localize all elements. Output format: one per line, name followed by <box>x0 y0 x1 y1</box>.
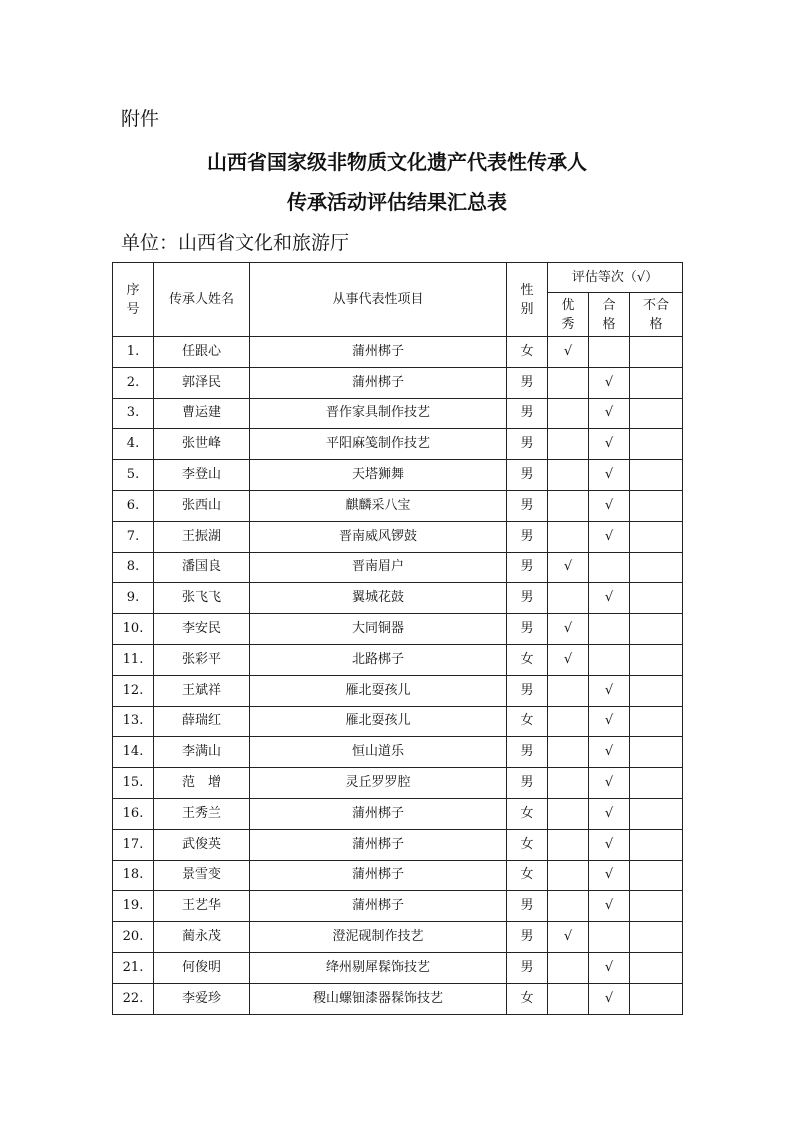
cell-fail <box>630 675 683 706</box>
table-row <box>113 398 683 429</box>
cell-seq: 20. <box>113 922 154 953</box>
cell-name: 武俊英 <box>154 829 250 860</box>
cell-gender: 男 <box>507 768 548 799</box>
table-row <box>113 490 683 521</box>
cell-project: 蒲州梆子 <box>250 337 507 368</box>
cell-project: 蒲州梆子 <box>250 367 507 398</box>
cell-pass: √ <box>589 737 630 768</box>
table-row <box>113 367 683 398</box>
cell-pass: √ <box>589 583 630 614</box>
cell-name: 李爱珍 <box>154 983 250 1014</box>
cell-gender: 女 <box>507 798 548 829</box>
cell-fail <box>630 952 683 983</box>
cell-excellent: √ <box>548 552 589 583</box>
cell-pass <box>589 614 630 645</box>
table-row <box>113 706 683 737</box>
cell-fail <box>630 429 683 460</box>
cell-seq: 6. <box>113 490 154 521</box>
cell-pass <box>589 922 630 953</box>
cell-gender: 男 <box>507 614 548 645</box>
cell-fail <box>630 337 683 368</box>
cell-project: 绛州剔犀髹饰技艺 <box>250 952 507 983</box>
cell-seq: 5. <box>113 460 154 491</box>
cell-fail <box>630 552 683 583</box>
cell-pass: √ <box>589 675 630 706</box>
cell-name: 郭泽民 <box>154 367 250 398</box>
cell-pass: √ <box>589 798 630 829</box>
cell-fail <box>630 398 683 429</box>
cell-name: 王艺华 <box>154 891 250 922</box>
cell-excellent <box>548 675 589 706</box>
results-table <box>112 262 683 1015</box>
cell-gender: 女 <box>507 829 548 860</box>
table-row <box>113 429 683 460</box>
cell-seq: 13. <box>113 706 154 737</box>
cell-gender: 男 <box>507 737 548 768</box>
cell-excellent <box>548 768 589 799</box>
cell-excellent <box>548 583 589 614</box>
cell-gender: 男 <box>507 675 548 706</box>
cell-name: 张西山 <box>154 490 250 521</box>
cell-gender: 男 <box>507 490 548 521</box>
cell-project: 麒麟采八宝 <box>250 490 507 521</box>
cell-name: 张彩平 <box>154 644 250 675</box>
cell-seq: 15. <box>113 768 154 799</box>
cell-seq: 17. <box>113 829 154 860</box>
cell-excellent <box>548 737 589 768</box>
cell-gender: 女 <box>507 983 548 1014</box>
cell-excellent <box>548 490 589 521</box>
cell-name: 李安民 <box>154 614 250 645</box>
cell-seq: 16. <box>113 798 154 829</box>
cell-fail <box>630 829 683 860</box>
cell-pass: √ <box>589 952 630 983</box>
table-row <box>113 922 683 953</box>
cell-name: 薛瑞红 <box>154 706 250 737</box>
table-row <box>113 521 683 552</box>
cell-gender: 女 <box>507 706 548 737</box>
cell-excellent: √ <box>548 922 589 953</box>
cell-project: 晋南眉户 <box>250 552 507 583</box>
cell-project: 蒲州梆子 <box>250 829 507 860</box>
cell-gender: 男 <box>507 398 548 429</box>
cell-name: 何俊明 <box>154 952 250 983</box>
cell-gender: 女 <box>507 644 548 675</box>
cell-fail <box>630 891 683 922</box>
cell-project: 大同铜器 <box>250 614 507 645</box>
cell-project: 稷山螺钿漆器髹饰技艺 <box>250 983 507 1014</box>
cell-project: 北路梆子 <box>250 644 507 675</box>
cell-fail <box>630 860 683 891</box>
cell-gender: 男 <box>507 460 548 491</box>
cell-pass: √ <box>589 768 630 799</box>
cell-seq: 11. <box>113 644 154 675</box>
table-row <box>113 644 683 675</box>
cell-seq: 14. <box>113 737 154 768</box>
cell-seq: 2. <box>113 367 154 398</box>
cell-excellent: √ <box>548 644 589 675</box>
cell-gender: 女 <box>507 860 548 891</box>
table-row <box>113 798 683 829</box>
header-excellent: 优秀 <box>548 293 589 337</box>
cell-gender: 男 <box>507 952 548 983</box>
cell-pass <box>589 644 630 675</box>
cell-fail <box>630 490 683 521</box>
cell-name: 王振湖 <box>154 521 250 552</box>
cell-gender: 男 <box>507 367 548 398</box>
cell-name: 蔺永茂 <box>154 922 250 953</box>
table-row <box>113 460 683 491</box>
table-row <box>113 829 683 860</box>
cell-project: 雁北耍孩儿 <box>250 675 507 706</box>
cell-fail <box>630 521 683 552</box>
cell-project: 翼城花鼓 <box>250 583 507 614</box>
cell-gender: 女 <box>507 337 548 368</box>
header-fail: 不合格 <box>630 293 683 337</box>
header-project: 从事代表性项目 <box>250 263 507 337</box>
cell-seq: 19. <box>113 891 154 922</box>
cell-project: 天塔狮舞 <box>250 460 507 491</box>
cell-project: 蒲州梆子 <box>250 860 507 891</box>
cell-gender: 男 <box>507 583 548 614</box>
cell-seq: 22. <box>113 983 154 1014</box>
cell-name: 范 增 <box>154 768 250 799</box>
cell-project: 平阳麻笺制作技艺 <box>250 429 507 460</box>
header-name: 传承人姓名 <box>154 263 250 337</box>
cell-pass: √ <box>589 398 630 429</box>
table-row <box>113 952 683 983</box>
cell-project: 恒山道乐 <box>250 737 507 768</box>
table-row <box>113 675 683 706</box>
cell-excellent <box>548 429 589 460</box>
cell-pass: √ <box>589 367 630 398</box>
cell-fail <box>630 922 683 953</box>
cell-seq: 18. <box>113 860 154 891</box>
cell-name: 李登山 <box>154 460 250 491</box>
cell-excellent <box>548 706 589 737</box>
table-row <box>113 768 683 799</box>
cell-name: 李满山 <box>154 737 250 768</box>
header-grade: 评估等次（√） <box>548 263 683 293</box>
cell-excellent: √ <box>548 614 589 645</box>
attachment-label: 附件 <box>121 108 160 130</box>
cell-excellent <box>548 798 589 829</box>
cell-name: 张飞飞 <box>154 583 250 614</box>
cell-name: 王斌祥 <box>154 675 250 706</box>
cell-fail <box>630 798 683 829</box>
header-gender: 性别 <box>507 263 548 337</box>
cell-pass: √ <box>589 429 630 460</box>
cell-project: 晋作家具制作技艺 <box>250 398 507 429</box>
cell-seq: 8. <box>113 552 154 583</box>
cell-excellent <box>548 521 589 552</box>
cell-fail <box>630 768 683 799</box>
table-row <box>113 583 683 614</box>
cell-project: 灵丘罗罗腔 <box>250 768 507 799</box>
unit-label: 单位：山西省文化和旅游厅 <box>121 232 350 254</box>
table-row <box>113 337 683 368</box>
cell-fail <box>630 737 683 768</box>
cell-project: 晋南威风锣鼓 <box>250 521 507 552</box>
cell-name: 景雪变 <box>154 860 250 891</box>
cell-excellent <box>548 829 589 860</box>
cell-fail <box>630 583 683 614</box>
cell-pass: √ <box>589 829 630 860</box>
cell-fail <box>630 983 683 1014</box>
cell-pass <box>589 337 630 368</box>
cell-gender: 男 <box>507 922 548 953</box>
cell-gender: 男 <box>507 552 548 583</box>
cell-name: 潘国良 <box>154 552 250 583</box>
cell-seq: 3. <box>113 398 154 429</box>
cell-fail <box>630 644 683 675</box>
cell-seq: 4. <box>113 429 154 460</box>
cell-fail <box>630 706 683 737</box>
cell-excellent: √ <box>548 337 589 368</box>
cell-pass: √ <box>589 706 630 737</box>
cell-excellent <box>548 860 589 891</box>
page-subtitle: 传承活动评估结果汇总表 <box>287 190 507 214</box>
cell-seq: 21. <box>113 952 154 983</box>
cell-seq: 7. <box>113 521 154 552</box>
cell-gender: 男 <box>507 891 548 922</box>
cell-fail <box>630 460 683 491</box>
page-title: 山西省国家级非物质文化遗产代表性传承人 <box>207 150 587 174</box>
cell-excellent <box>548 398 589 429</box>
cell-seq: 10. <box>113 614 154 645</box>
cell-pass: √ <box>589 860 630 891</box>
cell-excellent <box>548 460 589 491</box>
cell-seq: 1. <box>113 337 154 368</box>
cell-pass: √ <box>589 490 630 521</box>
cell-pass: √ <box>589 460 630 491</box>
cell-gender: 男 <box>507 429 548 460</box>
cell-seq: 9. <box>113 583 154 614</box>
table-row <box>113 983 683 1014</box>
cell-excellent <box>548 952 589 983</box>
cell-gender: 男 <box>507 521 548 552</box>
cell-name: 王秀兰 <box>154 798 250 829</box>
cell-project: 雁北耍孩儿 <box>250 706 507 737</box>
cell-pass: √ <box>589 891 630 922</box>
table-row <box>113 891 683 922</box>
table-row <box>113 614 683 645</box>
cell-project: 蒲州梆子 <box>250 891 507 922</box>
cell-excellent <box>548 367 589 398</box>
header-seq: 序号 <box>113 263 154 337</box>
header-pass: 合格 <box>589 293 630 337</box>
cell-name: 任跟心 <box>154 337 250 368</box>
table-row <box>113 552 683 583</box>
cell-excellent <box>548 891 589 922</box>
cell-pass <box>589 552 630 583</box>
cell-seq: 12. <box>113 675 154 706</box>
cell-pass: √ <box>589 521 630 552</box>
cell-fail <box>630 367 683 398</box>
cell-project: 蒲州梆子 <box>250 798 507 829</box>
cell-name: 曹运建 <box>154 398 250 429</box>
table-row <box>113 860 683 891</box>
cell-fail <box>630 614 683 645</box>
table-row <box>113 737 683 768</box>
cell-project: 澄泥砚制作技艺 <box>250 922 507 953</box>
cell-excellent <box>548 983 589 1014</box>
cell-pass: √ <box>589 983 630 1014</box>
cell-name: 张世峰 <box>154 429 250 460</box>
